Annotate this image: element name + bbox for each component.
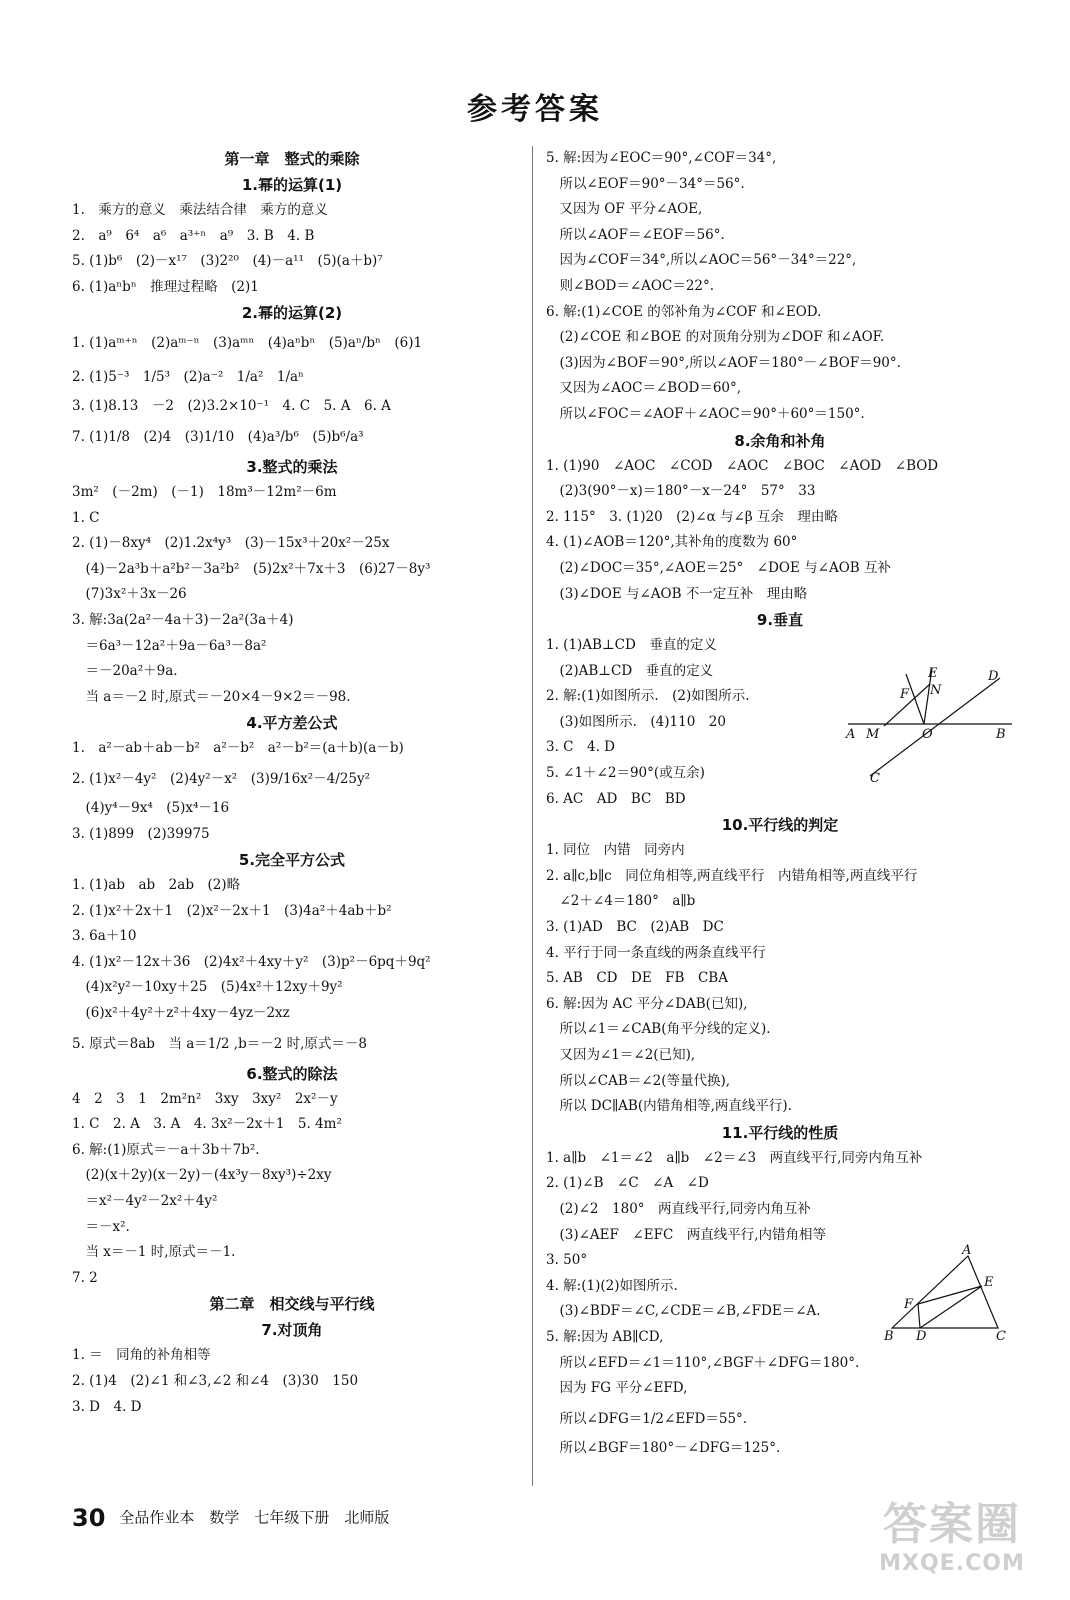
answer-line: 所以∠DFG＝1/2∠EFD＝55°. [546, 1410, 748, 1427]
section-heading: 第一章 整式的乘除 [224, 150, 360, 168]
answer-line: 2. 115° 3. (1)20 (2)∠α 与∠β 互余 理由略 [546, 508, 838, 525]
answer-line: 4. 平行于同一条直线的两条直线平行 [546, 944, 766, 961]
section-heading: 7.对顶角 [261, 1321, 323, 1340]
answer-line: 6. 解:(1)原式＝－a＋3b＋7b². [72, 1141, 260, 1158]
page-footer [72, 1502, 389, 1532]
answer-line: ＝－x². [72, 1218, 130, 1235]
answer-line: ＝－20a²＋9a. [72, 663, 178, 680]
label-b: B [884, 1329, 894, 1342]
answer-line: (7)3x²＋3x－26 [72, 586, 187, 603]
answer-line: (6)x²＋4y²＋z²＋4xy－4yz－2xz [72, 1005, 290, 1022]
answer-line: (4)y⁴－9x⁴ (5)x⁴－16 [72, 799, 230, 816]
answer-line: 6. 解:(1)∠COE 的邻补角为∠COF 和∠EOD. [546, 303, 822, 320]
answer-line: 又因为∠AOC＝∠BOD＝60°, [546, 380, 742, 397]
answer-line: 4. 解:(1)(2)如图所示. [546, 1277, 678, 1294]
answer-line: 3. (1)899 (2)39975 [72, 825, 210, 842]
answer-line: 1. (1)ab ab 2ab (2)略 [72, 877, 241, 894]
answer-line: 6. (1)aⁿbⁿ 推理过程略 (2)1 [72, 278, 259, 295]
answer-line: 所以∠AOF＝∠EOF＝56°. [546, 226, 725, 243]
answer-line: 7. (1)1/8 (2)4 (3)1/10 (4)a³/b⁶ (5)b⁶/a³ [72, 428, 364, 445]
answer-line: (3)因为∠BOF＝90°,所以∠AOF＝180°－∠BOF＝90°. [546, 354, 901, 371]
label-n: N [930, 683, 942, 698]
label-a: A [962, 1244, 972, 1258]
answer-line: 5. 解:因为∠EOC＝90°,∠COF＝34°, [546, 150, 777, 166]
answer-line: (2)3(90°－x)＝180°－x－24° 57° 33 [546, 483, 816, 500]
answers-left-column [72, 146, 512, 1420]
column-divider [532, 146, 533, 1486]
answer-line: 2. (1)x²＋2x＋1 (2)x²－2x＋1 (3)4a²＋4ab＋b² [72, 902, 392, 919]
section-heading: 10.平行线的判定 [721, 816, 839, 835]
answer-line: 3. C 4. D [546, 739, 615, 756]
answer-line: 当 a＝－2 时,原式＝－20×4－9×2＝－98. [72, 688, 351, 705]
label-c: C [996, 1329, 1006, 1342]
section-heading: 4.平方差公式 [246, 714, 338, 733]
answer-line: 所以∠BGF＝180°－∠DFG＝125°. [546, 1439, 781, 1456]
answer-line: ∠2＋∠4＝180° a∥b [546, 893, 696, 910]
answer-line: 所以 DC∥AB(内错角相等,两直线平行). [546, 1098, 792, 1115]
answer-line: 因为 FG 平分∠EFD, [546, 1380, 688, 1397]
answer-line: 2. (1)x²－4y² (2)4y²－x² (3)9/16x²－4/25y² [72, 770, 371, 787]
answer-line: (4)x²y²－10xy＋25 (5)4x²＋12xy＋9y² [72, 979, 343, 996]
section-heading: 11.平行线的性质 [721, 1123, 839, 1142]
answer-line: (3)如图所示. (4)110 20 [546, 713, 726, 730]
label-b: B [996, 727, 1006, 742]
label-o: O [922, 727, 933, 742]
answer-line: 5. 解:因为 AB∥CD, [546, 1328, 664, 1345]
answer-line: 1. (1)90 ∠AOC ∠COD ∠AOC ∠BOC ∠AOD ∠BOD [546, 457, 939, 474]
answer-line: 所以∠CAB＝∠2(等量代换), [546, 1072, 731, 1089]
answer-line: 3. D 4. D [72, 1398, 142, 1415]
answer-line: 5. AB CD DE FB CBA [546, 970, 728, 987]
answer-line: (2)AB⊥CD 垂直的定义 [546, 662, 714, 679]
section-heading: 2.幂的运算(2) [241, 304, 343, 323]
section-heading: 3.整式的乘法 [246, 457, 338, 476]
watermark-url: MXQE.COM [879, 1551, 1025, 1576]
answer-line: (3)∠BDF＝∠C,∠CDE＝∠B,∠FDE＝∠A. [546, 1303, 821, 1320]
label-d: D [916, 1329, 927, 1342]
answer-line: 3. 6a＋10 [72, 928, 137, 945]
answer-line: 1. ＝ 同角的补角相等 [72, 1347, 211, 1364]
answer-line: 所以∠1＝∠CAB(角平分线的定义). [546, 1021, 771, 1038]
answer-line: 1. a²－ab＋ab－b² a²－b² a²－b²＝(a＋b)(a－b) [72, 740, 404, 757]
page-title: 参考答案 [467, 92, 603, 127]
label-d: D [988, 669, 999, 684]
answer-line: 3. (1)AD BC (2)AB DC [546, 919, 724, 936]
answer-line: (2)∠COE 和∠BOE 的对顶角分别为∠DOF 和∠AOF. [546, 329, 885, 346]
answer-line: 所以∠EFD＝∠1＝110°,∠BGF＋∠DFG＝180°. [546, 1354, 860, 1371]
answer-line: 1. C [72, 509, 100, 526]
answer-line: 1. C 2. A 3. A 4. 3x²－2x＋1 5. 4m² [72, 1116, 342, 1133]
answer-line: ＝x²－4y²－2x²＋4y² [72, 1193, 218, 1210]
answer-line: 当 x＝－1 时,原式＝－1. [72, 1244, 236, 1261]
answer-line: 4. (1)x²－12x＋36 (2)4x²＋4xy＋y² (3)p²－6pq＋9q² [72, 953, 431, 970]
label-m: M [866, 727, 880, 742]
answer-line: 1. 同位 内错 同旁内 [546, 842, 685, 859]
label-a: A [846, 727, 856, 742]
answer-line: ＝6a³－12a²＋9a－6a³－8a² [72, 637, 267, 654]
answer-line: 5. (1)b⁶ (2)－x¹⁷ (3)2²⁰ (4)－a¹¹ (5)(a＋b)⁷ [72, 253, 383, 270]
answer-line: 因为∠COF＝34°,所以∠AOC＝56°－34°＝22°, [546, 252, 857, 269]
answer-line: (3)∠AEF ∠EFC 两直线平行,内错角相等 [546, 1226, 827, 1243]
answer-line: 2. (1)5⁻³ 1/5³ (2)a⁻² 1/a² 1/aⁿ [72, 369, 304, 386]
answer-line: (4)－2a³b＋a²b²－3a²b² (5)2x²＋7x＋3 (6)27－8y³ [72, 560, 431, 577]
section-heading: 9.垂直 [756, 611, 804, 630]
perpendicular-lines-figure [840, 664, 1020, 788]
answer-line: 7. 2 [72, 1269, 98, 1286]
answer-line: 2. (1)4 (2)∠1 和∠3,∠2 和∠4 (3)30 150 [72, 1373, 359, 1389]
answer-line: 1. a∥b ∠1＝∠2 a∥b ∠2＝∠3 两直线平行,同旁内角互补 [546, 1149, 923, 1166]
triangle-abc [892, 1256, 998, 1328]
label-e: E [984, 1275, 994, 1290]
section-heading: 第二章 相交线与平行线 [209, 1295, 375, 1314]
answer-line: 所以∠FOC＝∠AOF＋∠AOC＝90°＋60°＝150°. [546, 405, 865, 422]
answer-line: 1. 乘方的意义 乘法结合律 乘方的意义 [72, 202, 328, 218]
answer-line: 又因为∠1＝∠2(已知), [546, 1047, 696, 1063]
answer-line: 6. AC AD BC BD [546, 790, 686, 807]
label-f: F [900, 687, 910, 702]
answer-line: 6. 解:因为 AC 平分∠DAB(已知), [546, 995, 748, 1012]
section-heading: 1.幂的运算(1) [241, 176, 343, 194]
page-number: 30 [72, 1503, 106, 1532]
answer-line: (2)∠DOC＝35°,∠AOE＝25° ∠DOE 与∠AOB 互补 [546, 559, 891, 576]
section-heading: 6.整式的除法 [246, 1064, 338, 1083]
section-heading: 5.完全平方公式 [238, 851, 346, 870]
answer-line: 2. a∥c,b∥c 同位角相等,两直线平行 内错角相等,两直线平行 [546, 867, 918, 884]
answer-line: 3. 50° [546, 1252, 588, 1269]
answer-line: 2. 解:(1)如图所示. (2)如图所示. [546, 688, 750, 705]
triangle-parallel-figure [880, 1244, 1010, 1342]
watermark-logo: 答案圈 [883, 1499, 1021, 1550]
answer-line: 3. 解:3a(2a²－4a＋3)－2a²(3a＋4) [72, 611, 294, 628]
answer-line: 所以∠EOF＝90°－34°＝56°. [546, 175, 745, 192]
answer-line: (2)∠2 180° 两直线平行,同旁内角互补 [546, 1200, 811, 1217]
section-heading: 8.余角和补角 [734, 431, 826, 450]
answer-line: 5. ∠1＋∠2＝90°(或互余) [546, 765, 705, 782]
answer-line: 3. (1)8.13 －2 (2)3.2×10⁻¹ 4. C 5. A 6. A [72, 398, 391, 415]
label-c: C [870, 771, 880, 786]
answer-line: 4. (1)∠AOB＝120°,其补角的度数为 60° [546, 534, 798, 551]
answer-line: 4 2 3 1 2m²n² 3xy 3xy² 2x²－y [72, 1090, 338, 1107]
watermark [852, 1500, 1052, 1590]
answer-line: 则∠BOD＝∠AOC＝22°. [546, 277, 715, 294]
answer-line: (3)∠DOE 与∠AOB 不一定互补 理由略 [546, 585, 808, 602]
answer-line: 1. (1)AB⊥CD 垂直的定义 [546, 637, 717, 654]
answer-line: 3m² (－2m) (－1) 18m³－12m²－6m [72, 483, 337, 500]
line-fd [918, 1304, 920, 1328]
label-e: E [928, 666, 938, 681]
answer-line: 1. (1)aᵐ⁺ⁿ (2)aᵐ⁻ⁿ (3)aᵐⁿ (4)aⁿbⁿ (5)aⁿ/bⁿ (6)1 [72, 335, 423, 352]
label-f: F [904, 1297, 914, 1312]
answer-line: 2. (1)∠B ∠C ∠A ∠D [546, 1175, 709, 1192]
answer-line: 2. (1)－8xy⁴ (2)1.2x⁴y³ (3)－15x³＋20x²－25x [72, 535, 390, 552]
answer-line: 2. a⁹ 6⁴ a⁶ a³⁺ⁿ a⁹ 3. B 4. B [72, 227, 315, 244]
answer-line: 5. 原式＝8ab 当 a＝1/2 ,b＝－2 时,原式＝－8 [72, 1035, 368, 1052]
answer-line: (2)(x＋2y)(x－2y)－(4x³y－8xy³)÷2xy [72, 1167, 332, 1184]
book-info: 全品作业本 数学 七年级下册 北师版 [119, 1508, 390, 1527]
answer-line: 又因为 OF 平分∠AOE, [546, 201, 703, 218]
